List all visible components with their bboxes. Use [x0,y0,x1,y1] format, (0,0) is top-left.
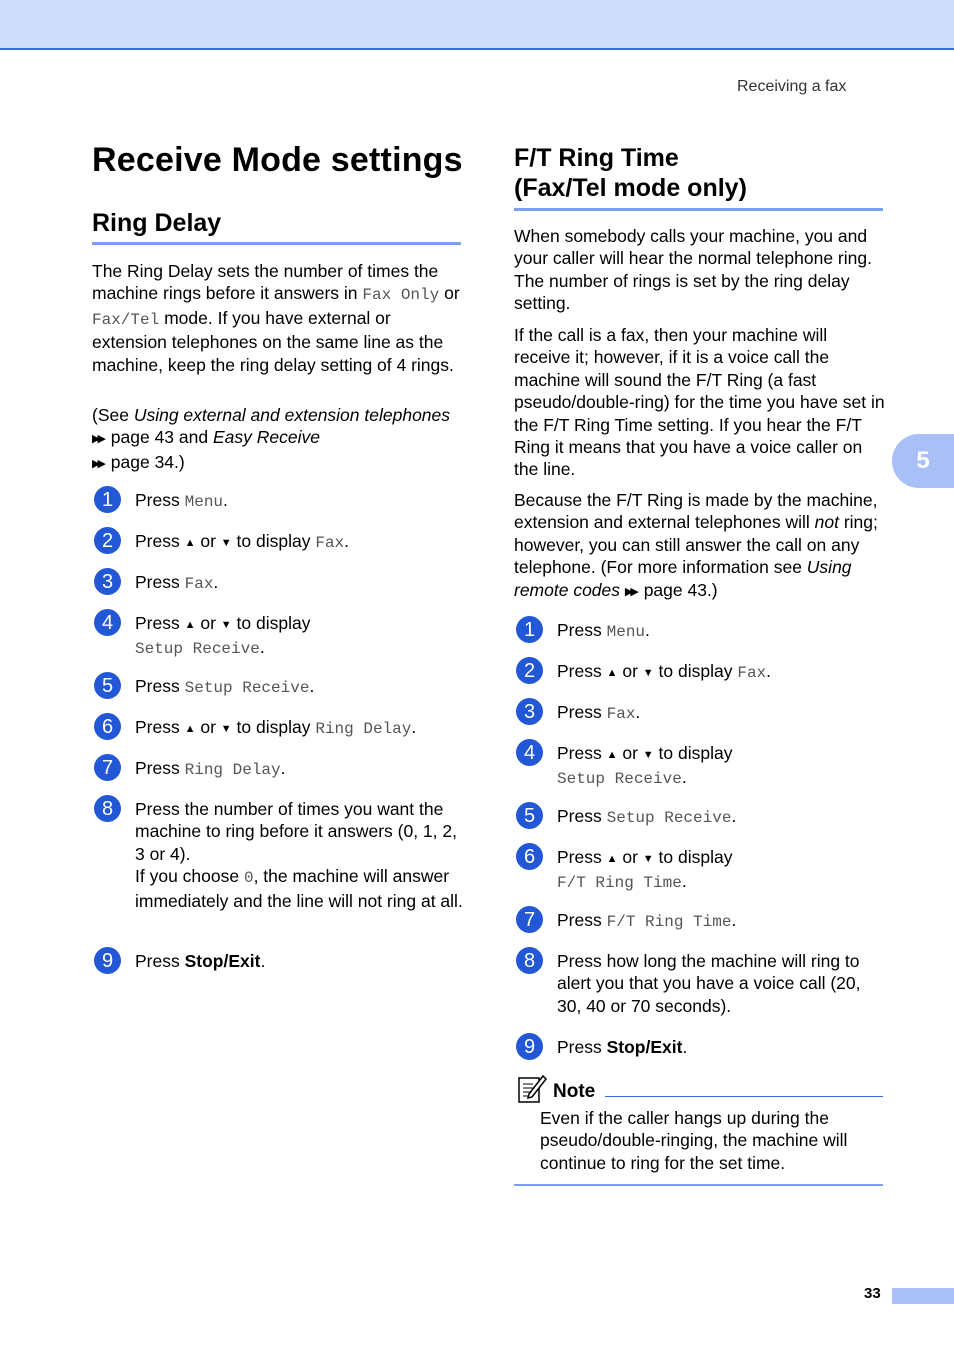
step [94,950,265,974]
step-text: Press Ring Delay. [135,758,286,779]
step [516,701,640,725]
step-number: 9 [516,1033,543,1060]
double-arrow-icon: ▶▶ [92,457,103,470]
intro-paragraph: The Ring Delay sets the number of times the machine rings before it answers in Fax Only or Fax/Tel mode. If you have external or extension telephones on the same line as the machine, keep the ring delay setting of 4 rings. [92,261,460,375]
up-arrow-icon: ▲ [184,723,196,735]
page-number: 33 [864,1285,881,1302]
step [94,757,286,781]
step [516,805,736,829]
see-also-paragraph: (See Using external and extension telephones ▶▶ page 43 and Easy Receive ▶▶ page 34.) [92,405,451,472]
step-number: 4 [516,739,543,766]
step-number: 5 [94,672,121,699]
step-number: 5 [516,802,543,829]
step-text: Press Menu. [135,490,228,511]
paragraph-3: Because the F/T Ring is made by the machine, extension and external telephones will not ring; however, you can still answer the call on any telephone. (For more information see Using remote codes ▶▶ page 43.) [514,490,878,600]
note-rule [605,1096,883,1097]
section-heading-ring-delay: Ring Delay [92,209,222,237]
section-heading-ft-ring-time: F/T Ring Time (Fax/Tel mode only) [514,144,747,202]
step [94,798,465,912]
step-number: 7 [94,754,121,781]
step-text: Press Setup Receive. [557,806,737,827]
up-arrow-icon: ▲ [184,537,196,549]
step-number: 1 [516,616,543,643]
double-arrow-icon: ▶▶ [624,585,636,598]
up-arrow-icon: ▲ [606,667,618,679]
down-arrow-icon: ▼ [642,853,654,865]
step-number: 6 [516,843,543,870]
step-number: 8 [516,947,543,974]
footer-bar [892,1288,954,1304]
header-band [0,0,954,50]
down-arrow-icon: ▼ [220,619,232,631]
step-text: Press Fax. [135,572,219,593]
step [94,675,314,699]
step-text: Press Stop/Exit. [557,1037,688,1057]
step-text: Press ▲ or ▼ to display Setup Receive. [135,613,311,659]
step-text: Press F/T Ring Time. [557,910,737,931]
step-text: Press ▲ or ▼ to display Fax. [135,531,350,552]
paragraph-2: If the call is a fax, then your machine will receive it; however, if it is a voice call the machine will sound the F/T Ring (a fast pseudo/double-ring) for the time you have set in the F/T Ring Time setting. If you hear the F/T Ring it means that you have a voice caller on the line. [514,325,885,480]
step-number: 7 [516,906,543,933]
down-arrow-icon: ▼ [220,723,232,735]
down-arrow-icon: ▼ [220,537,232,549]
step-number: 3 [94,568,121,595]
page-title: Receive Mode settings [92,141,463,179]
heading-rule [514,208,883,211]
step [516,619,650,643]
up-arrow-icon: ▲ [184,619,196,631]
running-header: Receiving a fax [737,78,847,95]
step-text: Press the number of times you want the machine to ring before it answers (0, 1, 2, 3 or 4). If you choose 0, the machine will answer immediately and the line will not ring at all. [135,799,463,911]
step [94,489,228,513]
down-arrow-icon: ▼ [642,749,654,761]
step [94,716,416,740]
step-text: Press Stop/Exit. [135,951,266,971]
note-pad-icon [517,1074,547,1109]
step-number: 9 [94,947,121,974]
step-text: Press Fax. [557,702,641,723]
step-number: 3 [516,698,543,725]
step-number: 1 [94,486,121,513]
step-number: 2 [94,527,121,554]
step-number: 4 [94,609,121,636]
step [516,660,771,684]
step-number: 2 [516,657,543,684]
chapter-number: 5 [916,447,930,474]
note-text: Even if the caller hangs up during the pseudo/double-ringing, the machine will continue to ring for the set time. [540,1108,848,1173]
double-arrow-icon: ▶▶ [92,433,103,446]
up-arrow-icon: ▲ [606,749,618,761]
step-text: Press Menu. [557,620,650,641]
note-title: Note [553,1080,596,1102]
step [94,530,349,554]
step-number: 8 [94,795,121,822]
step-text: Press ▲ or ▼ to display Setup Receive. [557,743,733,789]
step-text: Press ▲ or ▼ to display Ring Delay. [135,717,417,738]
step [516,950,885,1017]
note-bottom-rule [514,1184,883,1186]
heading-rule [92,242,461,245]
step [516,846,732,895]
step-text: Press ▲ or ▼ to display Fax. [557,661,772,682]
step [516,909,736,933]
step-number: 6 [94,713,121,740]
step [94,612,310,661]
step [516,742,732,791]
chapter-tab [892,434,954,488]
down-arrow-icon: ▼ [642,667,654,679]
step-text: Press Setup Receive. [135,676,315,697]
paragraph-1: When somebody calls your machine, you and your caller will hear the normal telephone ring. The number of rings is set by the ring delay setting. [514,226,872,314]
up-arrow-icon: ▲ [606,853,618,865]
note-header [517,1074,595,1109]
step-text: Press how long the machine will ring to alert you that you have a voice call (20, 30, 40 or 70 seconds). [557,951,861,1016]
step-text: Press ▲ or ▼ to display F/T Ring Time. [557,847,733,893]
step [94,571,218,595]
step [516,1036,687,1060]
